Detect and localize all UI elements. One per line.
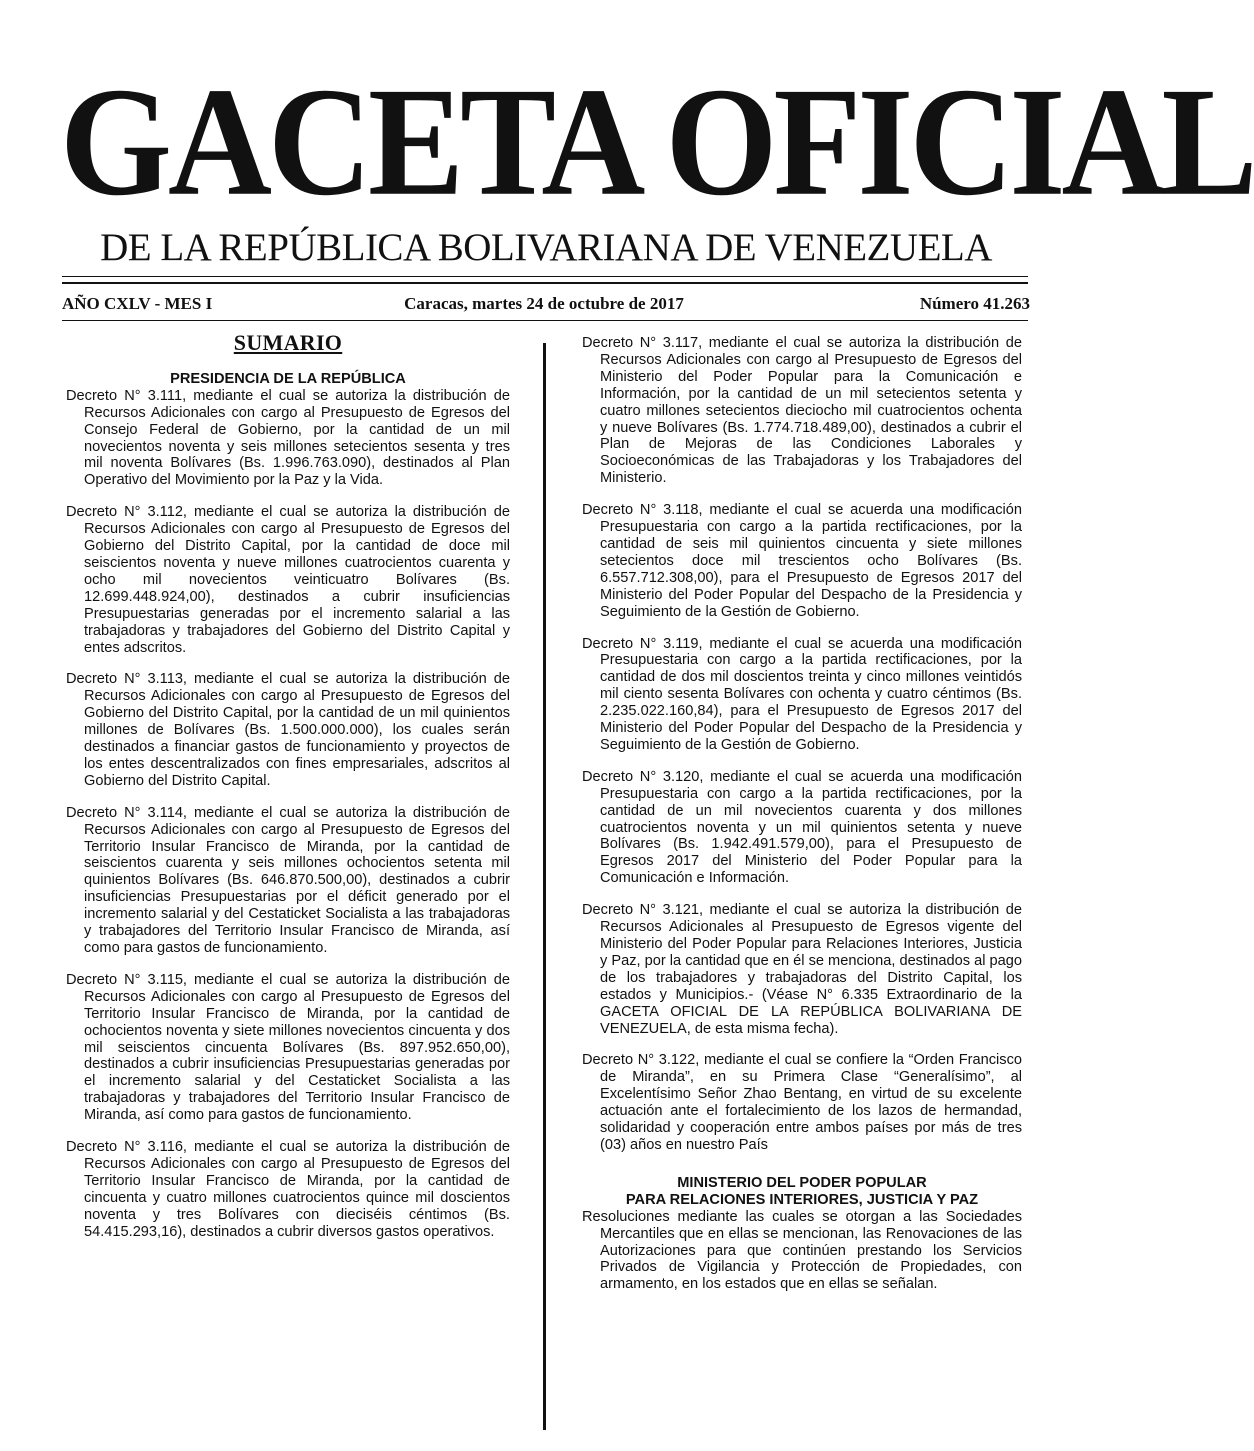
decree-entry: Decreto N° 3.122, mediante el cual se confiere la “Orden Francisco de Miranda”, en su Primera Clase “Generalísimo”, al Excelentísimo Señor Zhao Bentang, en virtud de su excelente actuación ante el fortalecimiento de los lazos de hermandad, solidaridad y cooperación entre ambos países por más de tres (03) años en nuestro País — [582, 1052, 1022, 1153]
header-rule-top-thick — [62, 282, 1028, 284]
section-heading-presidencia: PRESIDENCIA DE LA REPÚBLICA — [170, 370, 406, 387]
issue-year-month: AÑO CXLV - MES I — [62, 294, 213, 313]
decree-entry: Decreto N° 3.117, mediante el cual se autoriza la distribución de Recursos Adicionales con cargo al Presupuesto de Egresos del Ministerio del Poder Popular para la Comunicación e Información, por la cantidad de un mil setecientos setenta y cuatro millones setecientos dieciocho mil cuatrocientos ochenta y nueve Bolívares (Bs. 1.774.718.489,00), destinados a cubrir el Plan de Mejoras de las Condiciones Laborales y Socioeconómicas de las Trabajadoras y los Trabajadores del Ministerio. — [582, 335, 1022, 487]
section-heading-ministerio-line2: PARA RELACIONES INTERIORES, JUSTICIA Y PAZ — [625, 1191, 979, 1208]
decree-entry: Decreto N° 3.112, mediante el cual se autoriza la distribución de Recursos Adicionales con cargo al Presupuesto de Egresos del Gobierno del Distrito Capital, por la cantidad de doce mil seiscientos noventa y nueve millones cuatrocientos cuarenta y ocho mil novecientos veinticuatro Bolívares (Bs. 12.699.448.924,00), destinados a cubrir insuficiencias Presupuestarias generadas por el incremento salarial a las trabajadoras y trabajadores del Gobierno del Distrito Capital y entes adscritos. — [66, 504, 510, 656]
section-heading-ministerio-line1: MINISTERIO DEL PODER POPULAR — [677, 1174, 927, 1191]
decree-entry: Decreto N° 3.114, mediante el cual se autoriza la distribución de Recursos Adicionales con cargo al Presupuesto de Egresos del Territorio Insular Francisco de Miranda, por la cantidad de seiscientos cuarenta y seis millones ochocientos setenta mil quinientos Bolívares (Bs. 646.870.500,00), destinados a cubrir insuficiencias Presupuestarias por el déficit generado por el incremento salarial y del Cestaticket Socialista a las trabajadoras y trabajadores del Territorio Insular Francisco de Miranda, así como para gastos de funcionamiento. — [66, 804, 510, 956]
masthead-subtitle: DE LA REPÚBLICA BOLIVARIANA DE VENEZUELA — [100, 226, 992, 269]
issue-number: Número 41.263 — [919, 294, 1030, 313]
summary-heading: SUMARIO — [233, 330, 343, 355]
summary-right-column — [582, 335, 1022, 1293]
decree-entry: Decreto N° 3.111, mediante el cual se autoriza la distribución de Recursos Adicionales con cargo al Presupuesto de Egresos del Consejo Federal de Gobierno, por la cantidad de un mil novecientos noventa y seis millones setecientos sesenta y tres mil noventa Bolívares (Bs. 1.996.763.090), destinados al Plan Operativo del Movimiento por la Paz y la Vida. — [66, 387, 510, 489]
resolution-entry: Resoluciones mediante las cuales se otorgan a las Sociedades Mercantiles que en ellas se mencionan, las Renovaciones de las Autorizaciones para que continúen prestando los Servicios Privados de Vigilancia y Protección de Propiedades, con armamento, en los estados que en ellas se señalan. — [582, 1208, 1022, 1293]
summary-left-column — [66, 330, 510, 1256]
decree-entry: Decreto N° 3.113, mediante el cual se autoriza la distribución de Recursos Adicionales con cargo al Presupuesto de Egresos del Gobierno del Distrito Capital, por la cantidad de un mil quinientos millones de Bolívares (Bs. 1.500.000.000), los cuales serán destinados a financiar gastos de funcionamiento y proyectos de los entes descentralizados con fines empresariales, adscritos al Gobierno del Distrito Capital. — [66, 671, 510, 789]
header-rule-bottom — [62, 320, 1028, 321]
masthead-title: GACETA OFICIAL — [60, 56, 1254, 229]
column-divider — [543, 343, 546, 1430]
decree-entry: Decreto N° 3.120, mediante el cual se acuerda una modificación Presupuestaria con cargo a la partida rectificaciones, por la cantidad de un mil novecientos cuarenta y dos millones cuatrocientos noventa y un mil quinientos setenta y nueve Bolívares (Bs. 1.942.491.579,00), para el Presupuesto de Egresos 2017 del Ministerio del Poder Popular para la Comunicación e Información. — [582, 768, 1022, 887]
decree-entry: Decreto N° 3.119, mediante el cual se acuerda una modificación Presupuestaria con cargo a la partida rectificaciones, por la cantidad de dos mil doscientos treinta y cinco millones veintidós mil ciento sesenta Bolívares con ochenta y cuatro céntimos (Bs. 2.235.022.160,84), para el Presupuesto de Egresos 2017 del Ministerio del Poder Popular del Despacho de la Presidencia y Seguimiento de la Gestión de Gobierno. — [582, 635, 1022, 753]
decree-entry: Decreto N° 3.115, mediante el cual se autoriza la distribución de Recursos Adicionales con cargo al Presupuesto de Egresos del Territorio Insular Francisco de Miranda, por la cantidad de ochocientos noventa y siete millones novecientos cincuenta y dos mil seiscientos cincuenta Bolívares (Bs. 897.952.650,00), destinados a cubrir insuficiencias Presupuestarias generadas por el incremento salarial y del Cestaticket Socialista a las trabajadoras y trabajadores del Territorio Insular Francisco de Miranda, así como para gastos de funcionamiento. — [66, 971, 510, 1124]
decree-entry: Decreto N° 3.118, mediante el cual se acuerda una modificación Presupuestaria con cargo a la partida rectificaciones, por la cantidad de seis mil quinientos cincuenta y siete millones setecientos doce mil trescientos ocho Bolívares (Bs. 6.557.712.308,00), para el Presupuesto de Egresos 2017 del Ministerio del Poder Popular del Despacho de la Presidencia y Seguimiento de la Gestión de Gobierno. — [582, 502, 1022, 620]
header-rule-top — [62, 276, 1028, 277]
decree-entry: Decreto N° 3.116, mediante el cual se autoriza la distribución de Recursos Adicionales con cargo al Presupuesto de Egresos del Territorio Insular Francisco de Miranda, por la cantidad de cincuenta y cuatro millones cuatrocientos quince mil doscientos noventa y tres Bolívares con dieciséis céntimos (Bs. 54.415.293,16), destinados a cubrir diversos gastos operativos. — [66, 1139, 510, 1240]
issue-date: Caracas, martes 24 de octubre de 2017 — [404, 294, 684, 313]
decree-entry: Decreto N° 3.121, mediante el cual se autoriza la distribución de Recursos Adicionales al Presupuesto de Egresos vigente del Ministerio del Poder Popular para Relaciones Interiores, Justicia y Paz, por la cantidad que en él se menciona, destinados al pago de los trabajadores y trabajadoras del Distrito Capital, los estados y Municipios.- (Véase N° 6.335 Extraordinario de la GACETA OFICIAL DE LA REPÚBLICA BOLIVARIANA DE VENEZUELA, de esta misma fecha). — [582, 902, 1022, 1037]
